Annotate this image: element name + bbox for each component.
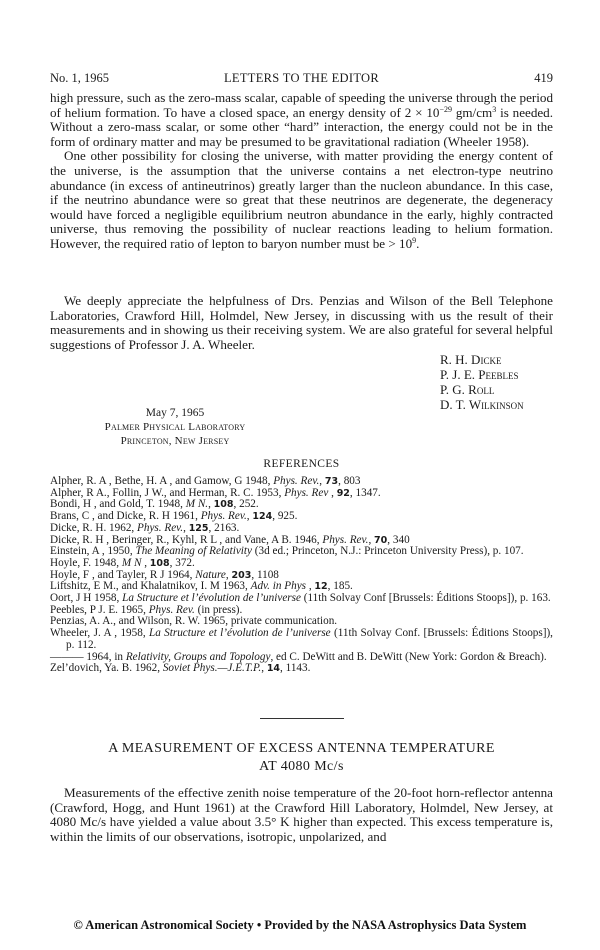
dateline [70, 406, 280, 448]
location: Princeton, New Jersey [120, 435, 230, 447]
paragraph-acknowledgment: We deeply appreciate the helpfulness of Drs. Penzias and Wilson of the Bell Telephone Laboratories, Crawford Hill, Holmdel, New Jersey, in discussing with us the result of their measurements and in showing us their receiving system. We are also grateful for several helpful suggestions of Professor J. A. Wheeler. [50, 293, 553, 352]
reference-item: Wheeler, J. A , 1958, La Structure et l’évolution de l’universe (11th Solvay Conf. [Brussels: Éditions Stoops]), p. 112. [50, 627, 553, 651]
section-divider [260, 718, 344, 719]
author-name: P. J. E. Peebles [440, 367, 519, 382]
article-body [50, 786, 553, 844]
reference-item: Alpher, R A., Follin, J W., and Herman, R. C. 1953, Phys. Rev , 92, 1347. [50, 486, 381, 499]
paragraph-neutrino-abundance: One other possibility for closing the universe, with matter providing the energy content of the universe, is the assumption that the universe contains a net electron-type neutrino abundance (in excess of antineutrinos) greatly larger than the nucleon abundance. In this case, if the neutrino abundance were so great that these neutrinos are degenerate, the degeneracy would have forced a negligible equilibrium neutron abundance in the early, highly contracted universe, thus removing the possibility of nuclear reactions leading to helium formation. However, the required ratio of lepton to baryon number must be > $10^9$. [50, 148, 553, 251]
ads-copyright-footer: © American Astronomical Society • Provided by the NASA Astrophysics Data System [73, 918, 527, 932]
article-title [50, 740, 553, 776]
paragraph-helium-formation: high pressure, such as the zero-mass scalar, capable of speeding the universe through the period of helium formation. To have a closed space, an energy density of $2 \times 10^{-29}$ $gm/cm^3$ is needed. Without a zero-mass scalar, or some other “hard” interaction, the energy could not be in the form of ordinary matter and may be presumed to be gravitational radiation (Wheeler 1958). [50, 90, 554, 149]
references-heading: REFERENCES [263, 458, 340, 470]
reference-item: Hoyle, F. 1948, M N , 108, 372. [50, 556, 195, 569]
page-number: 419 [534, 71, 553, 85]
author-name: D. T. Wilkinson [440, 397, 524, 412]
reference-item: Dicke, R. H. 1962, Phys. Rev., 125, 2163. [50, 521, 240, 534]
article-title-line-2: AT 4080 Mc/s [259, 759, 344, 774]
reference-item: Hoyle, F , and Tayler, R J 1964, Nature, 203, 1108 [50, 568, 279, 581]
paragraph-measurement: Measurements of the effective zenith noise temperature of the 20-foot horn-reflector antenna (Crawford, Hogg, and Hunt 1961) at the Crawford Hill Laboratory, Holmdel, New Jersey, at 4080 Mc/s have yielded a value about 3.5° K higher than expected. This excess temperature is, within the limits of our observations, isotropic, unpolarized, and [50, 785, 553, 844]
article-title-line-1: A MEASUREMENT OF EXCESS ANTENNA TEMPERATURE [108, 741, 495, 756]
institution: Palmer Physical Laboratory [104, 421, 246, 433]
running-head [50, 70, 553, 86]
reference-item: Zel’dovich, Ya. B. 1962, Soviet Phys.—J.E.T.P., 14, 1143. [50, 662, 311, 675]
reference-item: Alpher, R. A , Bethe, H. A , and Gamow, G 1948, Phys. Rev., 73, 803 [50, 475, 361, 487]
section-title: LETTERS TO THE EDITOR [223, 71, 380, 85]
reference-item: ——— 1964, in Relativity, Groups and Topology, ed C. DeWitt and B. DeWitt (New York: Gordon & Breach). [50, 650, 547, 663]
reference-item: Brans, C , and Dicke, R. H 1961, Phys. Rev., 124, 925. [50, 510, 298, 523]
reference-item: Liftshitz, E M., and Khalatnikov, I. M 1963, Adv. in Phys , 12, 185. [50, 580, 353, 593]
author-signatures [440, 352, 524, 412]
author-name: R. H. Dicke [440, 352, 502, 367]
reference-item: Peebles, P J. E. 1965, Phys. Rev. (in press). [50, 603, 243, 616]
acknowledgment [50, 294, 553, 352]
reference-item: Bondi, H , and Gold, T. 1948, M N., 108, 252. [50, 498, 259, 511]
letter-body [50, 91, 553, 252]
letter-date: May 7, 1965 [145, 407, 205, 419]
reference-item: Dicke, R. H , Beringer, R., Kyhl, R L , and Vane, A B. 1946, Phys. Rev., 70, 340 [50, 533, 410, 546]
reference-item: Einstein, A , 1950, The Meaning of Relativity (3d ed.; Princeton, N.J.: Princeton University Press), p. 107. [50, 545, 524, 558]
reference-item: Penzias, A. A., and Wilson, R. W. 1965, private communication. [50, 615, 338, 628]
reference-item: Oort, J H 1958, La Structure et l’évolution de l’universe (11th Solvay Conf [Brussels: Éditions Stoops]), p. 163. [50, 592, 551, 605]
references-list [50, 476, 553, 675]
issue-label: No. 1, 1965 [50, 71, 110, 85]
author-name: P. G. Roll [440, 382, 495, 397]
